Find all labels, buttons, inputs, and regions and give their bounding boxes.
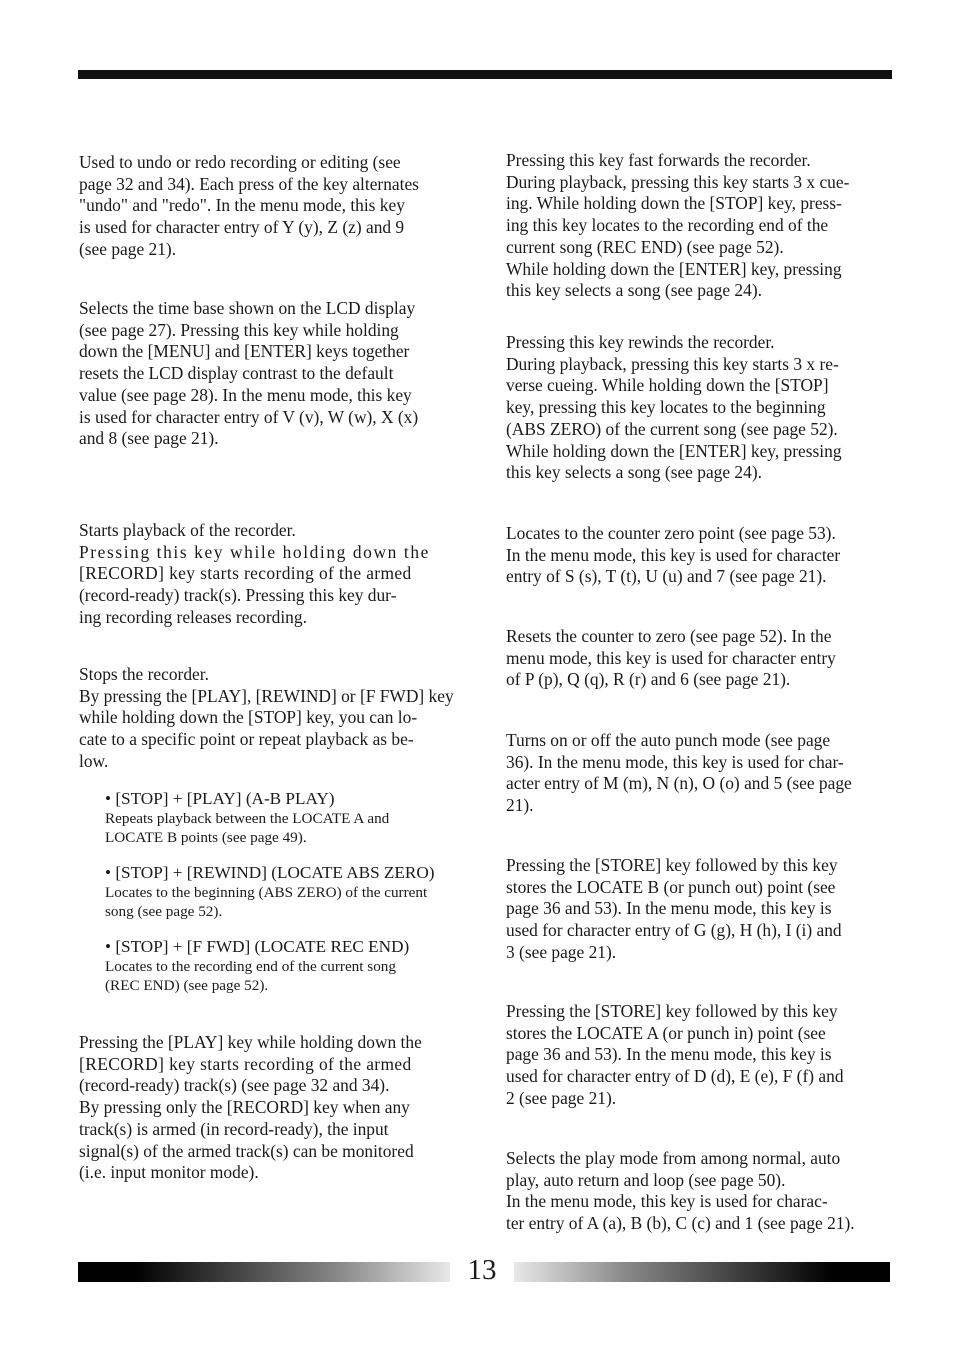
text-line: ter entry of A (a), B (b), C (c) and 1 (see page 21).: [506, 1213, 855, 1234]
page-number: 13: [467, 1254, 497, 1286]
reset-key-description: [506, 626, 892, 691]
text-line: In the menu mode, this key is used for charac-: [506, 1191, 828, 1212]
text-line: Starts playback of the recorder.: [79, 520, 296, 540]
locate-b-key-description: [506, 855, 892, 964]
text-line: Used to undo or redo recording or editing (see: [79, 152, 401, 172]
bullet-text: (REC END) (see page 52).: [105, 977, 269, 994]
bullet-locate-rec-end: [105, 936, 491, 995]
text-line: this key selects a song (see page 24).: [506, 280, 762, 301]
text-line: entry of S (s), T (t), U (u) and 7 (see page 21).: [506, 566, 827, 587]
text-line: menu mode, this key is used for character entry: [506, 647, 836, 668]
text-line: Pressing the [PLAY] key while holding down the: [79, 1032, 422, 1052]
bullet-text: Locates to the recording end of the current song: [105, 958, 396, 975]
text-line: Selects the play mode from among normal, auto: [506, 1148, 841, 1168]
play-mode-key-description: [506, 1148, 892, 1235]
text-line: page 36 and 53). In the menu mode, this key is: [506, 898, 832, 919]
text-line: is used for character entry of Y (y), Z (z) and 9: [79, 217, 405, 238]
rewind-key-description: [506, 332, 892, 484]
text-line: cate to a specific point or repeat playback as be-: [79, 729, 414, 750]
footer-gradient-right: [514, 1262, 890, 1282]
text-line: ing. While holding down the [STOP] key, press-: [506, 193, 842, 214]
text-line: stores the LOCATE A (or punch in) point (see: [506, 1022, 826, 1043]
text-line: (record-ready) track(s). Pressing this key dur-: [79, 585, 397, 606]
text-line: (see page 27). Pressing this key while holding: [79, 319, 399, 340]
top-rule: [78, 70, 892, 79]
footer-gradient-left: [78, 1262, 450, 1282]
text-line: By pressing only the [RECORD] key when any: [79, 1097, 410, 1118]
text-line: During playback, pressing this key starts 3 x cue-: [506, 171, 850, 192]
display-key-description: [79, 298, 465, 450]
bullet-text: song (see page 52).: [105, 903, 223, 920]
text-line: ing this key locates to the recording end of the: [506, 215, 829, 236]
text-line: Pressing this key while holding down the: [79, 541, 430, 562]
text-line: [RECORD] key starts recording of the armed: [79, 563, 412, 584]
bullet-text: Repeats playback between the LOCATE A and: [105, 810, 390, 827]
text-line: 21).: [506, 795, 534, 816]
text-line: value (see page 28). In the menu mode, this key: [79, 384, 412, 405]
auto-punch-key-description: [506, 730, 892, 817]
text-line: (see page 21).: [79, 238, 177, 259]
text-line: acter entry of M (m), N (n), O (o) and 5 (see page: [506, 773, 852, 794]
text-line: this key selects a song (see page 24).: [506, 462, 762, 483]
text-line: used for character entry of D (d), E (e), F (f) and: [506, 1066, 844, 1087]
text-line: signal(s) of the armed track(s) can be monitored: [79, 1140, 414, 1161]
text-line: Pressing this key rewinds the recorder.: [506, 332, 775, 352]
text-line: current song (REC END) (see page 52).: [506, 236, 784, 257]
text-line: Resets the counter to zero (see page 52). In the: [506, 626, 832, 646]
text-line: By pressing the [PLAY], [REWIND] or [F FWD] key: [79, 685, 454, 706]
text-line: verse cueing. While holding down the [STOP]: [506, 375, 829, 396]
text-line: In the menu mode, this key is used for character: [506, 544, 841, 565]
text-line: Pressing the [STORE] key followed by this key: [506, 855, 838, 875]
undo-redo-description: [79, 152, 465, 261]
text-line: 2 (see page 21).: [506, 1087, 617, 1108]
bullet-heading: • [STOP] + [PLAY] (A-B PLAY): [105, 789, 335, 808]
text-line: resets the LCD display contrast to the default: [79, 363, 394, 384]
text-line: While holding down the [ENTER] key, pressing: [506, 258, 842, 279]
text-line: track(s) is armed (in record-ready), the input: [79, 1118, 389, 1139]
text-line: while holding down the [STOP] key, you can lo-: [79, 707, 418, 728]
text-line: [RECORD] key starts recording of the armed: [79, 1053, 412, 1074]
text-line: stores the LOCATE B (or punch out) point (see: [506, 876, 836, 897]
text-line: is used for character entry of V (v), W (w), X (x): [79, 406, 419, 427]
text-line: ing recording releases recording.: [79, 606, 307, 627]
text-line: Pressing the [STORE] key followed by this key: [506, 1001, 838, 1021]
stop-key-description: [79, 664, 465, 773]
bullet-text: Locates to the beginning (ABS ZERO) of the current: [105, 884, 428, 901]
text-line: of P (p), Q (q), R (r) and 6 (see page 21).: [506, 669, 791, 690]
text-line: down the [MENU] and [ENTER] keys together: [79, 341, 410, 362]
text-line: Selects the time base shown on the LCD display: [79, 298, 416, 318]
text-line: Locates to the counter zero point (see page 53).: [506, 523, 836, 543]
bullet-ab-play: [105, 788, 491, 847]
text-line: page 32 and 34). Each press of the key alternates: [79, 173, 419, 194]
text-line: While holding down the [ENTER] key, pressing: [506, 440, 842, 461]
text-line: During playback, pressing this key starts 3 x re-: [506, 353, 839, 374]
text-line: play, auto return and loop (see page 50).: [506, 1169, 786, 1190]
text-line: 3 (see page 21).: [506, 941, 617, 962]
page-footer: [78, 1254, 890, 1286]
locate-zero-key-description: [506, 523, 892, 588]
text-line: (i.e. input monitor mode).: [79, 1162, 259, 1183]
text-line: Pressing this key fast forwards the recorder.: [506, 150, 811, 170]
bullet-locate-abs-zero: [105, 862, 491, 921]
text-line: and 8 (see page 21).: [79, 428, 219, 449]
bullet-heading: • [STOP] + [REWIND] (LOCATE ABS ZERO): [105, 863, 435, 882]
text-line: used for character entry of G (g), H (h), I (i) and: [506, 920, 842, 941]
text-line: (record-ready) track(s) (see page 32 and 34).: [79, 1075, 390, 1096]
bullet-text: LOCATE B points (see page 49).: [105, 829, 307, 846]
text-line: Turns on or off the auto punch mode (see page: [506, 730, 831, 750]
text-line: Stops the recorder.: [79, 664, 209, 684]
play-key-description: [79, 520, 465, 629]
record-key-description: [79, 1032, 465, 1184]
text-line: key, pressing this key locates to the beginning: [506, 397, 826, 418]
text-line: 36). In the menu mode, this key is used for char-: [506, 751, 844, 772]
locate-a-key-description: [506, 1001, 892, 1110]
text-line: "undo" and "redo". In the menu mode, this key: [79, 195, 405, 216]
bullet-heading: • [STOP] + [F FWD] (LOCATE REC END): [105, 937, 410, 956]
text-line: page 36 and 53). In the menu mode, this key is: [506, 1044, 832, 1065]
f-fwd-key-description: [506, 150, 892, 302]
text-line: (ABS ZERO) of the current song (see page 52).: [506, 418, 838, 439]
text-line: low.: [79, 750, 109, 771]
